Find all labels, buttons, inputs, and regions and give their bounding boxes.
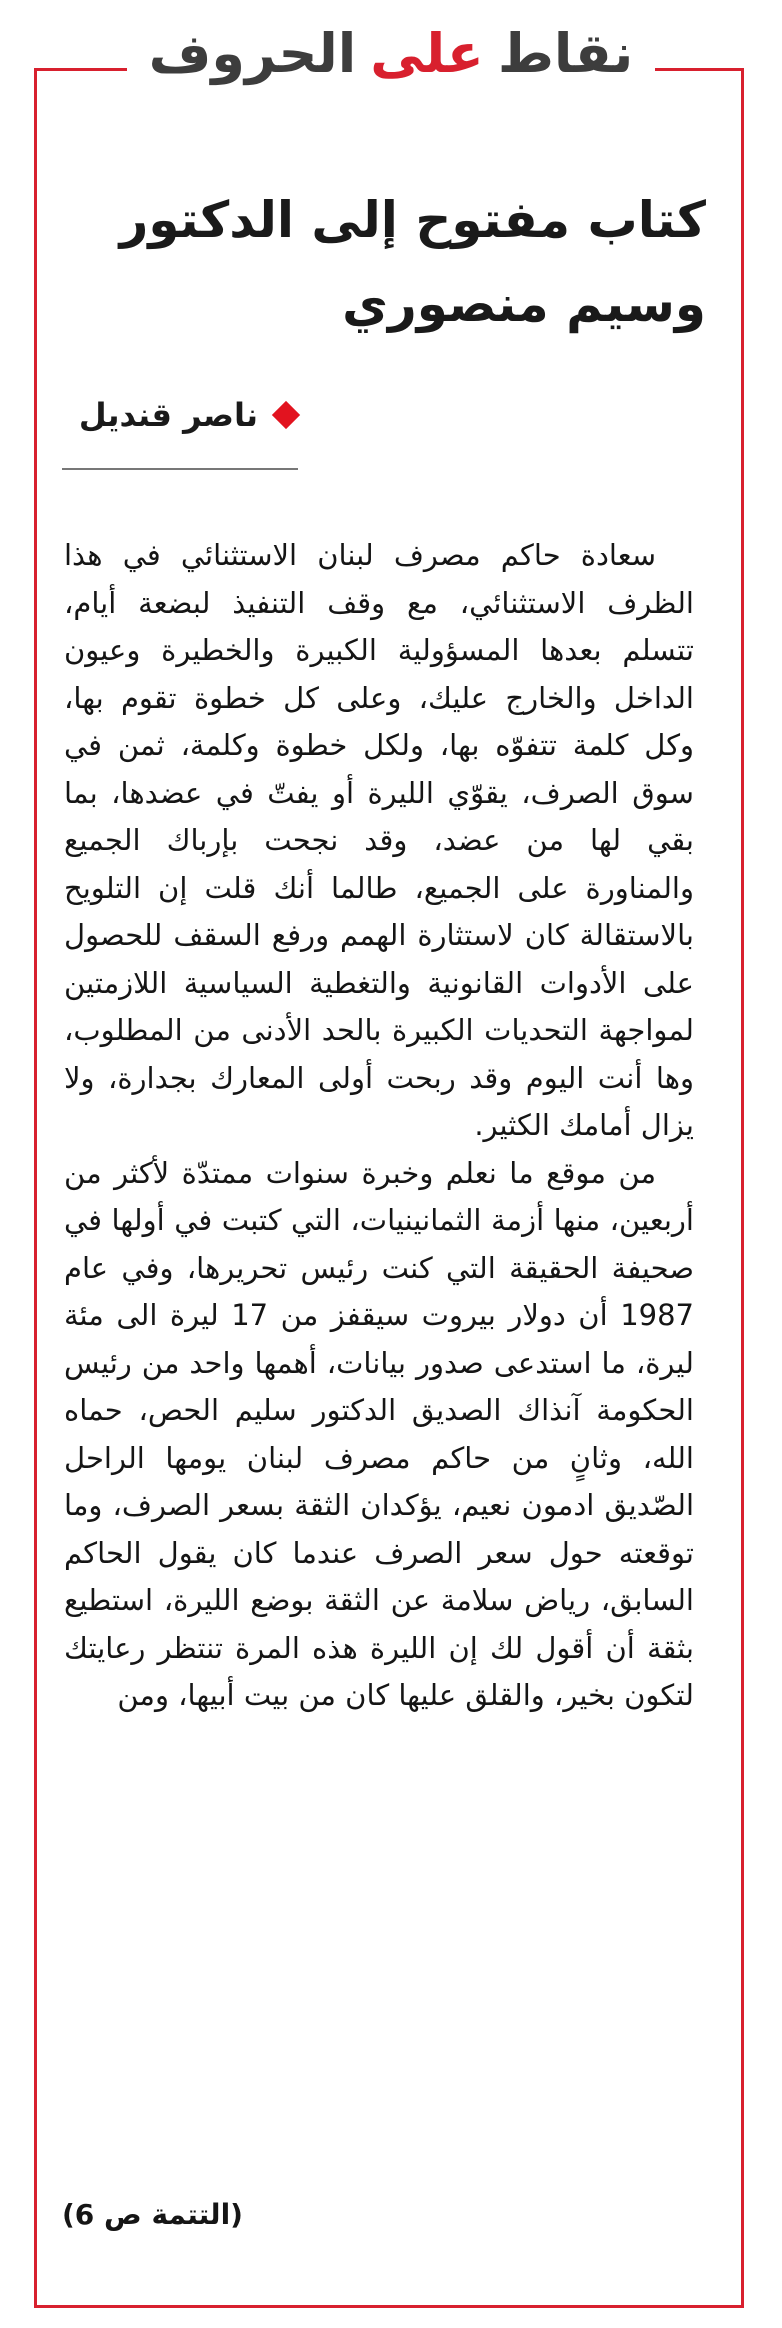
- masthead-word-1: نقاط: [497, 22, 634, 85]
- byline-divider: [62, 468, 298, 470]
- continued-note: (التتمة ص 6): [62, 2198, 243, 2231]
- diamond-bullet-icon: [272, 401, 300, 429]
- masthead-title: [127, 18, 656, 90]
- column-masthead: [0, 18, 782, 90]
- byline: [79, 396, 296, 434]
- paragraph-1: سعادة حاكم مصرف لبنان الاستثنائي في هذا الظرف الاستثنائي، مع وقف التنفيذ لبضعة أيام، تتسلم بعدها المسؤولية الكبيرة والخطيرة وعيون الداخل والخارج عليك، وعلى كل خطوة تقوم بها، وكل كلمة تتفوّه بها، ولكل خطوة وكلمة، ثمن في سوق الصرف، يقوّي الليرة أو يفتّ في عضدها، بما بقي لها من عضد، وقد نجحت بإرباك الجميع والمناورة على الجميع، طالما أنك قلت إن التلويح بالاستقالة كان لاستثارة الهمم ورفع السقف للحصول على الأدوات القانونية والتغطية السياسية اللازمتين لمواجهة التحديات الكبيرة بالحد الأدنى من المطلوب، وها أنت اليوم وقد ربحت أولى المعارك بجدارة، ولا يزال أمامك الكثير.: [64, 538, 694, 1142]
- article-body: [64, 532, 694, 2172]
- author-name: ناصر قنديل: [78, 396, 258, 434]
- paragraph-2: من موقع ما نعلم وخبرة سنوات ممتدّة لأكثر من أربعين، منها أزمة الثمانينيات، التي كتبت في أولها في صحيفة الحقيقة التي كنت رئيس تحريرها، وفي عام 1987 أن دولار بيروت سيقفز من 17 ليرة الى مئة ليرة، ما استدعى صدور بيانات، أهمها واحد من رئيس الحكومة آنذاك الصديق الدكتور سليم الحص، حماه الله، وثانٍ من حاكم مصرف لبنان يومها الراحل الصّديق ادمون نعيم، يؤكدان الثقة بسعر الصرف، وما توقعته حول سعر الصرف عندما كان يقول الحاكم السابق، رياض سلامة عن الثقة بوضع الليرة، استطيع بثقة أن أقول لك إن الليرة هذه المرة تنتظر رعايتك لتكون بخير، والقلق عليها كان من بيت أبيها، ومن: [64, 1155, 694, 1712]
- masthead-word-2: الحروف: [148, 22, 357, 85]
- article-headline: كتاب مفتوح إلى الدكتور وسيم منصوري: [119, 191, 706, 333]
- masthead-word-accent: على: [370, 22, 484, 85]
